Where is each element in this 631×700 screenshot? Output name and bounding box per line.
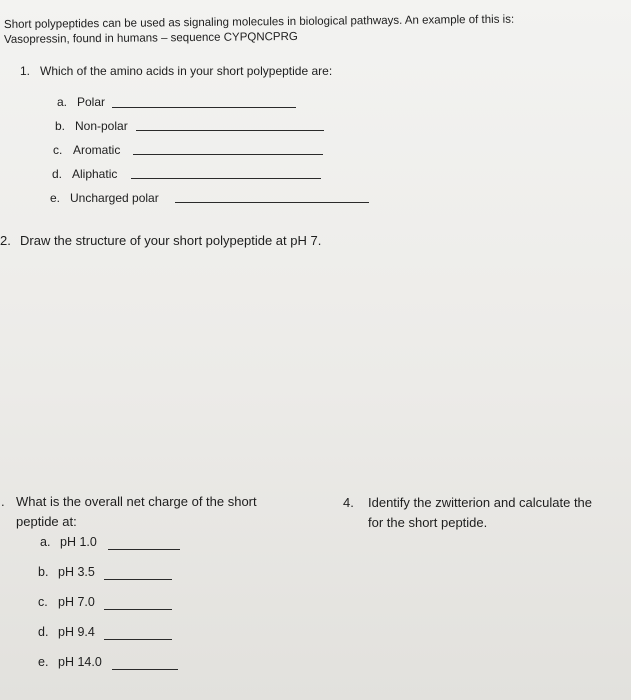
q1-b-answer-blank[interactable] bbox=[136, 130, 324, 131]
q3-item-e bbox=[38, 655, 102, 669]
item-marker: b. bbox=[55, 119, 66, 133]
item-label: pH 1.0 bbox=[60, 535, 97, 549]
item-label: Aliphatic bbox=[72, 167, 118, 181]
q3-number: . bbox=[1, 494, 5, 509]
q1-item-c bbox=[53, 143, 120, 157]
q1-item-e bbox=[50, 191, 159, 205]
q3-item-d bbox=[38, 625, 95, 639]
q2-text: Draw the structure of your short polypeptide at pH 7. bbox=[20, 233, 322, 248]
item-marker: c. bbox=[38, 595, 48, 609]
q3-line-2: peptide at: bbox=[16, 514, 77, 529]
item-marker: e. bbox=[38, 655, 49, 669]
q4-line-1: Identify the zwitterion and calculate the bbox=[368, 495, 593, 510]
item-marker: d. bbox=[52, 167, 63, 181]
item-marker: b. bbox=[38, 565, 49, 579]
q3-a-answer-blank[interactable] bbox=[108, 549, 180, 550]
q4-line-2: for the short peptide. bbox=[368, 515, 488, 530]
q3-d-answer-blank[interactable] bbox=[104, 639, 172, 640]
q3-item-b bbox=[38, 565, 95, 579]
item-label: Non-polar bbox=[75, 119, 128, 133]
q3-item-a bbox=[40, 535, 97, 549]
q1-e-answer-blank[interactable] bbox=[175, 202, 369, 203]
q1-c-answer-blank[interactable] bbox=[133, 154, 323, 155]
q1-text: Which of the amino acids in your short polypeptide are: bbox=[40, 64, 333, 78]
item-marker: d. bbox=[38, 625, 49, 639]
item-label: Uncharged polar bbox=[70, 191, 159, 205]
intro-line-1: Short polypeptides can be used as signaling molecules in biological pathways. An example of this is: bbox=[3, 13, 515, 31]
q1-item-a bbox=[57, 95, 105, 109]
q4-number: 4. bbox=[343, 495, 354, 510]
q1-item-b bbox=[55, 119, 128, 133]
item-label: Polar bbox=[77, 95, 106, 109]
q1-a-answer-blank[interactable] bbox=[112, 107, 296, 108]
item-marker: a. bbox=[57, 95, 68, 109]
item-label: pH 9.4 bbox=[58, 625, 95, 639]
item-label: pH 3.5 bbox=[58, 565, 95, 579]
item-marker: a. bbox=[40, 535, 51, 549]
q2-number: 2. bbox=[0, 233, 11, 248]
q3-item-c bbox=[38, 595, 95, 609]
item-label: pH 14.0 bbox=[58, 655, 102, 669]
intro-line-2: Vasopressin, found in humans – sequence CYPQNCPRG bbox=[3, 30, 298, 46]
q3-b-answer-blank[interactable] bbox=[104, 579, 172, 580]
item-label: pH 7.0 bbox=[58, 595, 95, 609]
q1-number: 1. bbox=[20, 64, 31, 78]
q1-d-answer-blank[interactable] bbox=[131, 178, 321, 179]
item-label: Aromatic bbox=[73, 143, 121, 157]
q3-e-answer-blank[interactable] bbox=[112, 669, 178, 670]
q1-item-d bbox=[52, 167, 117, 181]
item-marker: e. bbox=[50, 191, 61, 205]
item-marker: c. bbox=[53, 143, 63, 157]
q3-line-1: What is the overall net charge of the short bbox=[16, 494, 257, 509]
q3-c-answer-blank[interactable] bbox=[104, 609, 172, 610]
